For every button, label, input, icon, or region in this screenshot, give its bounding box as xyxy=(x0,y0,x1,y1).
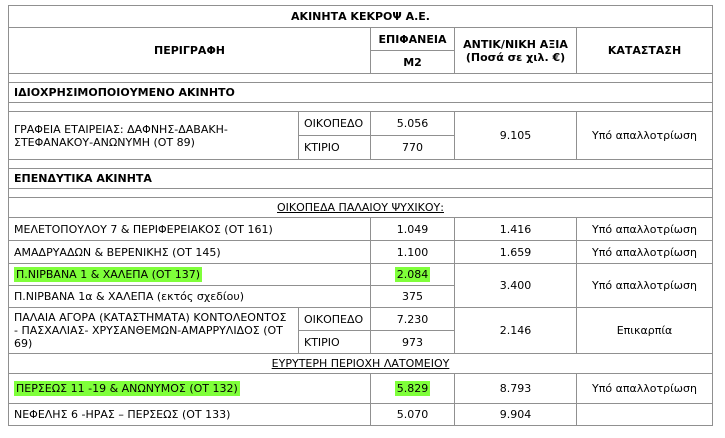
header-row xyxy=(9,28,713,51)
table-row xyxy=(9,308,713,331)
property-description: Π.ΝΙΡΒΑΝΑ 1α & ΧΑΛΕΠΑ (εκτός σχεδίου) xyxy=(9,286,371,308)
highlighted-description: ΠΕΡΣΕΩΣ 11 -19 & ΑΝΩΝΥΜΟΣ (ΟΤ 132) xyxy=(16,382,238,395)
subsection-title-psychiko: ΟΙΚΟΠΕΔΑ ΠΑΛΑΙΟΥ ΨΥΧΙΚΟΥ: xyxy=(9,198,713,218)
status-text xyxy=(577,404,713,426)
part-type: ΟΙΚΟΠΕΔΟ xyxy=(299,112,371,136)
property-table xyxy=(8,5,713,426)
area-value: 770 xyxy=(371,136,455,160)
status-text: Υπό απαλλοτρίωση xyxy=(577,264,713,308)
value-amount: 3.400 xyxy=(455,264,577,308)
value-amount: 1.659 xyxy=(455,241,577,264)
value-amount: 9.105 xyxy=(455,112,577,160)
subsection-header xyxy=(9,354,713,374)
area-value: 7.230 xyxy=(371,308,455,331)
highlighted-description: Π.ΝΙΡΒΑΝΑ 1 & ΧΑΛΕΠΑ (ΟΤ 137) xyxy=(16,268,201,281)
status-text: Υπό απαλλοτρίωση xyxy=(577,241,713,264)
header-area-unit: Μ2 xyxy=(371,51,455,74)
section-title-investment: ΕΠΕΝΔΥΤΙΚΑ ΑΚΙΝΗΤΑ xyxy=(9,169,713,189)
status-text: Υπό απαλλοτρίωση xyxy=(577,218,713,241)
property-description: ΑΜΑΔΡΥΑΔΩΝ & ΒΕΡΕΝΙΚΗΣ (ΟΤ 145) xyxy=(9,241,371,264)
section-header xyxy=(9,83,713,103)
header-value-unit: (Ποσά σε χιλ. €) xyxy=(465,50,566,64)
part-type: ΚΤΙΡΙΟ xyxy=(299,136,371,160)
header-value-label: ΑΝΤΙΚ/ΝΙΚΗ ΑΞΙΑ xyxy=(463,37,568,51)
area-value: 375 xyxy=(371,286,455,308)
table-row xyxy=(9,218,713,241)
property-description xyxy=(9,374,371,404)
status-text: Υπό απαλλοτρίωση xyxy=(577,112,713,160)
area-value: 5.056 xyxy=(371,112,455,136)
area-value: 1.049 xyxy=(371,218,455,241)
part-type: ΚΤΙΡΙΟ xyxy=(299,331,371,354)
property-description: ΠΑΛΑΙΑ ΑΓΟΡΑ (ΚΑΤΑΣΤΗΜΑΤΑ) ΚΟΝΤΟΛΕΟΝΤΟΣ - ΠΑΣΧΑΛΙΑΣ- ΧΡΥΣΑΝΘΕΜΩΝ-ΑΜΑΡΡΥΛΙΔΟΣ (ΟΤ 69) xyxy=(9,308,299,354)
company-title: ΑΚΙΝΗΤΑ ΚΕΚΡΟΨ Α.Ε. xyxy=(9,6,713,28)
status-text: Επικαρπία xyxy=(577,308,713,354)
property-description: ΜΕΛΕΤΟΠΟΥΛΟΥ 7 & ΠΕΡΙΦΕΡΕΙΑΚΟΣ (ΟΤ 161) xyxy=(9,218,371,241)
value-amount: 9.904 xyxy=(455,404,577,426)
property-description: ΓΡΑΦΕΙΑ ΕΤΑΙΡΕΙΑΣ: ΔΑΦΝΗΣ-ΔΑΒΑΚΗ-ΣΤΕΦΑΝΑΚΟΥ-ΑΝΩΝΥΜΗ (ΟΤ 89) xyxy=(9,112,299,160)
area-value: 973 xyxy=(371,331,455,354)
table-row xyxy=(9,264,713,286)
table-row xyxy=(9,404,713,426)
value-amount: 8.793 xyxy=(455,374,577,404)
status-text: Υπό απαλλοτρίωση xyxy=(577,374,713,404)
section-header xyxy=(9,169,713,189)
header-value xyxy=(455,28,577,74)
header-description: ΠΕΡΙΓΡΑΦΗ xyxy=(9,28,371,74)
highlighted-area: 5.829 xyxy=(396,382,429,395)
header-area: ΕΠΙΦΑΝΕΙΑ xyxy=(371,28,455,51)
part-type: ΟΙΚΟΠΕΔΟ xyxy=(299,308,371,331)
subsection-header xyxy=(9,198,713,218)
property-description xyxy=(9,264,371,286)
value-amount: 1.416 xyxy=(455,218,577,241)
header-status: ΚΑΤΑΣΤΑΣΗ xyxy=(577,28,713,74)
area-value xyxy=(371,374,455,404)
subsection-title-quarry: ΕΥΡΥΤΕΡΗ ΠΕΡΙΟΧΗ ΛΑΤΟΜΕΙΟΥ xyxy=(9,354,713,374)
table-row xyxy=(9,112,713,136)
value-amount: 2.146 xyxy=(455,308,577,354)
property-document xyxy=(8,5,713,426)
table-row xyxy=(9,374,713,404)
property-description: ΝΕΦΕΛΗΣ 6 -ΗΡΑΣ – ΠΕΡΣΕΩΣ (ΟΤ 133) xyxy=(9,404,371,426)
section-title-owner-occupied: ΙΔΙΟΧΡΗΣΙΜΟΠΟΙΟΥΜΕΝΟ ΑΚΙΝΗΤΟ xyxy=(9,83,713,103)
table-row xyxy=(9,241,713,264)
highlighted-area: 2.084 xyxy=(396,268,429,281)
area-value: 5.070 xyxy=(371,404,455,426)
title-row xyxy=(9,6,713,28)
area-value: 1.100 xyxy=(371,241,455,264)
area-value xyxy=(371,264,455,286)
